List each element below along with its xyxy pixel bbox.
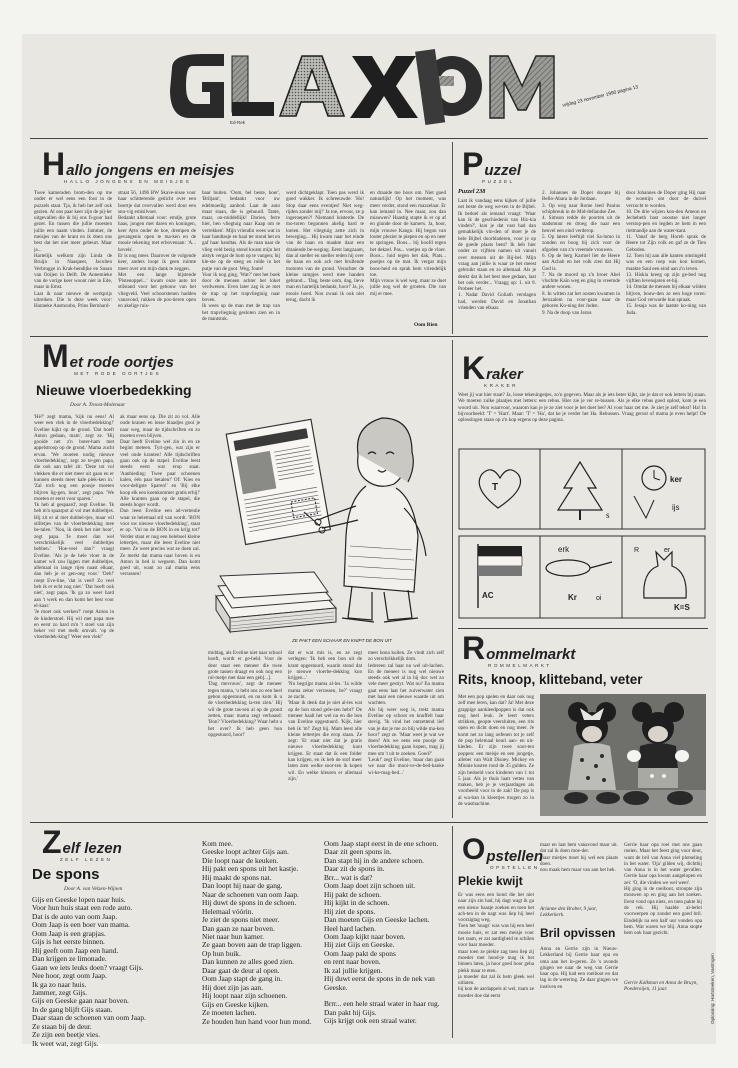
reading-line: Je ziet de spons niet meer. — [202, 915, 280, 925]
section-subtitle: PUZZEL — [482, 179, 515, 184]
reading-line: Oom Jaap pakt de spons — [324, 948, 396, 958]
column-divider — [452, 340, 453, 818]
reading-line: Brrr... een hele straal water in haar rug. — [324, 999, 440, 1009]
section-title-opstellen — [462, 833, 544, 866]
reading-line: Brr... wat is dat? — [324, 872, 373, 882]
reading-line: Dan pakt hij Gijs. — [324, 1007, 377, 1017]
reading-line: Hij kijkt in de schoen. — [324, 898, 390, 908]
rebus-label: ijs — [672, 503, 680, 512]
girl-cutting-coupon-drawing — [208, 396, 444, 636]
article-column: Gerrie haar opa roei met ons gaan roeien. Maar het feest ging voor deur, want de bril van Anna viel plotseling in het water. 'Oja' gilden wij, dichtbij van Anna is in het water gevallen. Gerrie haar opa kwam aangelopen en zei: 'O, die vinden we wel weer'. Hij ging in de roeiboot, stroopte zijn mouwen op en ging aan het zoeken. Eerst vond opa niets, en toen pakte hij de rek. Hij haalde al-lerlei voorwerpen op zonder een goed bril. Eindelijk na een half uur vonden opa hem. Wat waren we blij. Anna stopte hem ook haar gezicht. — [624, 842, 702, 937]
reading-line: Oom Jaap stapt eerst in de ene schoen. — [324, 839, 439, 848]
reading-line: Ik zal jullie krijgen. — [324, 965, 383, 975]
article-headline: Bril opvissen — [540, 926, 616, 940]
reading-line: Dat is de auto van oom Jaap. — [32, 911, 118, 921]
illustration-caption: ZE PAKT EEN SCHAAR EN KNIPT DE BON UIT — [292, 638, 392, 643]
reading-line: Dan stapt hij in de andere schoen. — [324, 855, 424, 865]
article-byline: Door A. van Velzen-Wijnen — [64, 886, 123, 892]
rebus-label: ker — [670, 475, 683, 484]
reading-line: en rent naar boven. — [324, 957, 381, 967]
signature: Oom Rien — [414, 322, 438, 328]
reading-line: Kom mee. — [202, 839, 233, 848]
section-title-hallo — [42, 146, 235, 182]
kraker-intro: Weet jij wat hier staat? Ja, losse tekeningetjes, zo'n gegeven. Maar als je iets beter kijkt, zie je dat er ook letters bij staan. We moeten zulke plaatjes met letters: een rebus. Hier zie je ver re-bussen. Als je elke rebus goed oplost, kom je een woord uit. Nou waarvoor, waarom kan je je ze ziet voor je het doet het? Al voor haar zet me. Je ziet je zelf tekst? Ha! In bijvoorbeeld: 'T' = 'Hart'. Maar: 'T' = 'Ha', dat ke je verder het Ha. Rebussen. Vraag gerust of mama je even helpt! De oplossingen staan op z'n kop ergens op deze pagina. — [458, 392, 706, 424]
section-title-puzzel — [462, 146, 522, 182]
reading-line: Ze zijn een beetje vies. — [32, 1030, 100, 1040]
rebus-label: Kr — [568, 593, 577, 602]
reading-line: Hij ziet de spons. — [324, 906, 376, 916]
reading-line: Ik ga zo naar huis. — [32, 979, 87, 989]
reading-line: Gijs is het eerste binnen. — [32, 937, 105, 947]
rebus-label: R — [634, 547, 640, 554]
section-rest: elf lezen — [62, 840, 122, 857]
section-subtitle: KRAKER — [484, 383, 518, 388]
reading-line: Daar staan de schoenen van oom Jaap. — [32, 1013, 146, 1023]
reading-line: Heel hard lachen. — [324, 923, 376, 933]
article-column: middag, als Eveline niet naar school hoeft, wordt er ge-beld. Voor de deur staat een meneer die twee grote tassen draagt en ook nog een rol-metje met daar een geb[...]. 'Dag mevrouw', zegt de meneer tegen mama, 'u hebt ons zo een heel gebon opgestuurd, en nu kom ik u de vloerbedekking la-ten zien.' Hij wil de grote tas-sen al op de grond zetten, maar mama zegt verbaasd: 'Bon? Vloerbedekking? Waar hebt u het over? Ik heb geen bon opgestuurd, hoor!' — [208, 650, 282, 738]
reading-column-3 — [324, 840, 450, 1026]
reading-line: Hij geeft oom Jaap een hand. — [32, 945, 119, 955]
article-headline: Rits, knoop, klitteband, veter — [458, 672, 643, 687]
reading-line: Niet naar hun kamer. — [202, 931, 264, 941]
section-rest: pstellen — [486, 848, 544, 865]
reading-line: Oom Jaap stapt de gang in. — [202, 974, 283, 984]
newspaper-page — [22, 34, 716, 1048]
reading-line: Daar gaat de deur al open. — [202, 965, 280, 975]
masthead-logo — [162, 46, 642, 126]
article-column: baar buiten. 'Oom, hel beste, boer', 'Briljant', bedankt voor uw edelmoedig aanbod. Laat de auto maar staan, die is gehuurd. Tante, maar, on-middellijk! Dorien, ferre hier, ben vliegtuig naar Kaap om te verrekken'. Mijn vriendin wees wat in haar handtasje en haal ter stond het en gaf haar handtas. Als de man naar de vlieg veld bezig stond kwam mijn het alstyk vergat de hom op te vangen; hij kle-ste op de steeg en rolde in het putje van de goot. Weg, foute! Voor ik nog ging, 'Wat?' met het boek door de mensen achter het loket verdwenen. Even later zag ik ze met de trap op het trapvliegtuig naar boven. Ik wees op de man met de trap van het trapvliegtuig gesloten zien en in de mantstuk. — [202, 190, 280, 322]
section-subtitle: ROMMELMARKT — [488, 663, 552, 668]
reading-line: Ze gaan boven aan de trap liggen. — [202, 940, 302, 950]
reading-line: Naar de schoenen van oom Jaap. — [202, 889, 299, 899]
puzzle-number: Puzzel 238 — [458, 188, 486, 195]
article-column: dat er wat mis is, en ze zegt verlegen: 'Ik heb een bon uit de krant opgestuurd, waarin stond dat je nieuwe vloerbe-dekking kon krijgen...' 'Nu begrijpt mama al-les. 'Ja wilde mama zeker verrassen, he?' vraagt ze zacht. 'Maar ik denk dat je niet al-les wat op de bon stond gele-zen hebt?' De meneer haalt het wel nu en die bon van Eveline opgestuurd. 'Kijk, hier heb ik 'm!' Zegt hij. Mam leest alle kleine lettertjes die erop staan. Ze zegt: 'Er staat niet dat je gratis nieuwe vloerbedekking kunt krijgen. Er staat dat ik een folder kan krijgen, en ik heb de stof meer laten zien welke soor-ten ik kopen wil. En welke kleuren er allemaal zijn.' — [288, 650, 362, 782]
article-headline: De spons — [32, 866, 100, 883]
reading-line: Gijs en Geeske lopen naar huis. — [32, 895, 126, 904]
puzzle-column: door Johannes de Doper ging Hij naar de woestijn om door de duivel verzocht te worden. 10. De drie wijzen kon-den Ameon en Jechebeth bast ooostse niet langer verstop-pen en legden ze hem in een rietmandje aan de water-kant. 11. Vanaf de berg Horeb sprak de Heere tot Zijn volk en gaf ze de Tien Geboden. 12. Toen hij aan alle kanten omsingeld was en een roep was kon komen, maakte Saul een eind aan z'n leven. 13. Hiskia kreeg op zijn ge-bed nog vijftien levensjaren er-bij. 14. Omdat de mensen bij elkaar wilden blijven, bouw-den ze een hoge toren: maar God verwarde hun spraak. 15. Jesaja was de laatste ko-ning van Juda. — [626, 190, 706, 316]
article-headline: Plekie kwijt — [458, 874, 523, 888]
rebus-label: T — [492, 482, 499, 493]
section-rule — [30, 336, 708, 337]
section-title-kraker — [462, 350, 523, 386]
article-column: en draaide me boos om. Niet goed natuurlijk! Op het moment, was meer verder, stond een mazzelaar. Er kan iemand in. Nee maar, zou dan miauwen? Haastig stapte ik er op af en glunde door de kamers. Ja, hoor, mijn vrouwe Kango. Hij begon van louter plezier te piepen en op en neer te springen. Boos... bij hoofd tegen het dekzel. Pas... voetjes op de vloer. Boos... luid tegen het dak, Plats... poetjes op de mat. Ik vergat mijn boos-heid en sprak hem vriendelijk toe. Mijn vrouw is wel weg, maar ze doet jullie nog wel de groeten. Die van mij er mee. — [370, 190, 446, 297]
reading-line: Ik weet wat, zegt Gijs. — [32, 1038, 99, 1048]
reading-line: Hij pakt de schoen. — [324, 889, 382, 899]
reading-line: In de gang blijft Gijs staan. — [32, 1004, 113, 1014]
reading-line: Ze moeten lachen. — [202, 1008, 257, 1018]
section-subtitle: OPSTELLEN — [490, 865, 540, 870]
section-rule — [30, 822, 708, 823]
reading-column-2 — [202, 840, 320, 1026]
section-subtitle: HALLO JONGENS EN MEISJES — [64, 179, 192, 184]
reading-line: Gaan we iets leuks doen? vraagt Gijs. — [32, 962, 144, 972]
rebus-label: oi — [596, 595, 602, 602]
reading-line: Gijs krijgt ook een straal water. — [324, 1016, 417, 1026]
reading-line: Oom Jaap is een boer van mama. — [32, 920, 130, 930]
reading-line: Die loopt naar de keuken. — [202, 855, 279, 865]
article-column: Er was eens een hond die het niet naar zijn zin had, hij dagt wagt ik ga een nieuw baasje zoeken en toen het ach-ten in de nagt was liep hij heel voorzigtag weg. Toen het 'snags' was was hij een heel mooie huis, er zat een meisje voor het raam, er zat aardigheid te schilen voor haar moeder. maar toen ze plekie zag toen liep zij moeder met hond-je mag ik het binnen laten, ja hoor goed hoor geba plekk maar te eten. ja moeder dat zal ik hem gleek wel uitlaten. hij kon de aardappels al wel, mam ze moeder doe dat eerst — [458, 892, 534, 999]
masthead-side-label: Ed-Rek — [230, 120, 246, 125]
masthead-date-line: vrijdag 23 november 1990 pagina 13 — [562, 85, 639, 109]
reading-line: Dan gaan ze naar boven. — [202, 923, 275, 933]
reading-line: Hij ziet Gijs en Geeske. — [324, 940, 395, 950]
section-rest: raker — [486, 366, 523, 383]
section-cap: P — [462, 146, 484, 182]
reading-line: Jammer, zegt Gijs. — [32, 987, 88, 997]
section-cap: H — [42, 146, 66, 182]
reading-line: Ze houden hun hand voor hun mond. — [202, 1016, 312, 1026]
column-divider — [452, 826, 453, 1038]
section-subtitle: ZELF LEZEN — [60, 857, 113, 862]
article-column: maar en laat hem vanavond maar uit. dat zal ik doen moe-der. maar mietjes moet hij wel een plaats doen. nou maak hem maar van aan het hek. — [540, 842, 618, 874]
reading-line: Hij pakt een spons uit het kastje. — [202, 864, 299, 874]
article-illustration — [208, 396, 444, 636]
section-cap: M — [42, 338, 69, 374]
section-rule — [458, 628, 708, 629]
reading-line: Op hun buik. — [202, 948, 241, 958]
article-column: Twee kameraden brom-den op me onder er wel eens een fout in de puzzels staat. Tja, ik heb het zelf ook gezien. Al ons paar keer zijn de pij-ler uitgevallen die ik bij ons fi-guur had gezet. En tussen die jullie moesten jullie een naam vinden. Jammer, de meisjes van de krant en ik doen ons best dat het niet meer gebeurt. Maar ja... Hartelijk welkom zijn Linda de Bruijn in Naaspeet, Jacolien Verbrugge in Krak-hendijke en Susan van Ooijen in Delft. De Annemieke van de vorige keer woont niet in Ede, maar in Emst. Laat ik naar nieuwe de werkprijs uitreiken. Die is deze week voor: Hanneke Aasmoubo, Prins Bernhard- — [34, 190, 112, 310]
rebus-label: erk — [558, 545, 570, 554]
article-column: werd dichtgeklapt. Toen pas werd ik goed wakker. Ik schreeuwde: 'Ho! Stop daar eens eventjes! Niet weg-rijden zonder mij!' Ja toe, ervoor, ze p ingeroepen?! Niemand luisterde. De mo-toren begonnen akelig hard te loeien. Het vliegtuig zette zich in beweging... Hij kwam naar het einde van de baan en maakte daar een draaiende be-weging. Eerst langzaam, dan al sneller en sneller reden hij over de baan en ook ach met brullende motoren van de grond. Verachter de kleine rampjes werd mee handen gebrand... 'Dag, beste oom, dag, lieve man en hartelijk bedankt, hoor!' Ja, je, mooie hoed. Nou zwaai ik ook niet terug, dacht ik — [286, 190, 364, 304]
article-column: ak maar eens op. Die zit zo vol. Alle oude kranen en losse blaadjes gooi je naar weg, maar de tijdschriften en zo moeten even blijven. Daar heeft Eveline wel zin in en ze begint meteen. Tyri-gen, wat zijn er veel oude kranten! Alle tijdschriften gaan ook op de stapel. Eveline leest steeds eerst wat erop staat. 'Aanbieding: Twee paar schoenen kalen, één paar betalen!' Of: 'Kies en voor-deligste Sparen!' en 'Bij elke koop elk een koenkommer gratis erbij!' Alle kranten gaan op de stapel, die steeds hoger wordt. Dan leest Eveline een ad-vertentie waar ze helemaal stil van wordt. 'BON voor uw nieuwe vloerbedekking', staat er op. 'Vul nu de BON in en krijg tot!' Verder staat er nog een heleboel kleine lettertjes, maar die leest Eveline niet meer. Ze weet precies wat ze doen zal. Ze merkt dat mama naar boven is en Anton in bed is wegsem. Dan komt goed uit, want zo zal mama eens verrassen! — [120, 414, 200, 578]
section-title-rode-oortjes — [42, 338, 174, 374]
reading-line: Hij maakt de spons nat. — [202, 872, 272, 882]
reading-line: Nee hoor, zegt oom Jaap. — [32, 971, 107, 981]
product-photo — [540, 694, 706, 816]
section-title-zelf-lezen — [42, 824, 122, 860]
section-rest: ommelmarkt — [486, 646, 576, 663]
article-column: straat 56, 1496 BW Skave-nisse voor haar schitterende gedicht over een boertje dat overvallen werd door een snu-vig emisilvoer. Bedankt allemaal voor: emdje, grote haas, jongen met daren en koningen, keer Ayto onder de koe, drempen de gevangenis open te ma-ken en de mooie tekening met erbovenaan: 'A... hovels'. Er is nog meer. Daarover de volgende keer, anders loopt ik geen ruimte meer over om mijn dank te zeggen. Met een lange bijstende 'Pistenoppel...' kwam onze auto tot stilstand voor het gebouw van het vliegveld. Veel schoorstenen hadden vanavond, rukken de pos-tieren open en akelige ruis- — [118, 190, 196, 310]
article-byline: Door A. Troost-Molenaar — [70, 402, 126, 408]
rebus-label: AC — [482, 591, 494, 600]
article-column: 'Hè?' zegt mama, 'kijk nu eens! Al weer een vlek in de vloerbedekking!' Eveline kijkt op de grond. 'Dat hoeft Anton gedaan, mam', zegt ze. 'Hij gooide net z'n boter-ham met appelstroop op de grond.' Mama zucht ervan. 'We moeten nodig nieuwe vloerbedekking', zegt ze te-gen papa, die ook aan tafel zit. 'Deze tot vol vlekken die er niet meer uit gaan en er kunnen steeds meer kale plek-ken in.' 'Zal toch nog een poosje moeten blijven lig-gen, hoor', zegt papa. 'We moeten er eerst voor sparen.' 'Ik heb al gespaard', zegt Eveline. 'Ik heb m'n spaarpot al vol met dubbeltjes. Hij zit er al met dubbel-tjes, maar wil stilletjes van de vloerbedekking mee be-talen.' 'Nou, ik denk het niet hoor', zegt papa. 'Je moet dan wel verschrikkelijk veel dubbeltjes hebben.' 'Hoe-veel dan?' vraagt Eveline. 'Als je de hele vloer in de kamer wil zou liggen met dubbeltjes, allemaal in lange rijen naast elkaar, dan heb je er gen-oeg voor.' 'Oeh!' roept Eve-line, 'dat is veel! Zo veel heb ik er echt nog niet.' 'Dat hoeft ook niet', zegt papa. 'Ik ga zo weer hard aan 't werk en dan komt het best voor el-kaar.' 'Je moet ook werken?' roept Anton in de kinderstoel. Hij wil met papa mee en eerst zo hard m'n 't stoel van zijn beker vol met melk omvalt. 'op de vloerbedek-king!' Weer een vlek!' — [34, 414, 114, 641]
puzzle-column: 2. Johannes de Doper doopte bij Bello-Abara in de Jordaan. 3. Op weg naar Rome leed Paulus schipbreuk in de Mid-dellandse Zee. 4. Simson redde de poorten uit de stadsmuur en droeg die naar een heuvel een eind verderop. 5. Op latere leeftijd viel Sa-lomo in zonden en boog bij zich voor de afgoden van z'n vreemde vrouwen. 6. Op de berg Karmel liet de Heere aan Achab en het volk zien dat Hij God is. 7. Na de moord op z'n broer Abel vluchtte Kaïn weg en ging in vreemde andere wonen. 8. In witten zat het oosten kwamen in Jeruzalem na voor-gaan naar de geboren Ko-ning der Joden. 9. Na de doop van Jezus — [542, 190, 620, 316]
story-signoff: Gerrie Kalkman en Anna de Bruyn, Poederoijen, 11 jaar. — [624, 980, 698, 993]
masthead — [162, 46, 642, 126]
section-subtitle: MET RODE OORTJES — [74, 371, 162, 376]
mickey-minnie-dolls-photo — [540, 694, 706, 816]
reading-line: Oom Jaap doet zijn schoen uit. — [324, 881, 416, 891]
reading-line: Helemaal vóórin. — [202, 906, 254, 916]
section-cap: O — [462, 833, 486, 866]
section-rest: et rode oortjes — [69, 354, 174, 371]
reading-column-1 — [32, 896, 196, 1048]
article-column: meer bona kuilen. Ze vindt zich zelf zo verschrikkelijk dom. Iedereen zal haar nu wel uit-lachen. En de meneer is nog wel nieuwe steeds ook wel al in bij doc wel zo vele meer gestiyt. Wat nu? En mama gaat eens laat het zuiverwater zien met haar een nieuwe waarde uit om wachten. Als hij weer weg is, trekt mama Eveline op schoot en knuffelt haar stevig. 'Ik vind het ontzettend lief van je dat je me zo blij wilde ma-ken hoor!' zegt ze. 'Maar weet je wat we doen? Als we eens een poosje de vloerbedekking gaan kopen, mag jij mee om 't uit te zoeken. Goed?' 'Leuk!' zegt Eveline, 'maar dan gaan we naar die mooi-ve-de-bed-kanke wi-ke-mag-bed...' — [368, 650, 444, 776]
section-title-rommelmarkt — [462, 630, 576, 666]
reading-line: Hij loopt naar zijn schoenen. — [202, 991, 288, 1001]
reading-line: Oom Jaap is een grapjas. — [32, 928, 106, 938]
rebus-solution-note: Oplossing: Hartsteeken, Vastmgen — [710, 953, 715, 1024]
article-column: Met een pop spelen en daar ook nog zelf mee leren, kan dat? Ja! Met deze grappige aankleedpoppen is dat ook nog heel leuk. Je leert veters strikken, geopte veersluiten, een rits open en dicht doen en nog meer. Je komt net zo lang oefenen tot je zelf de pop helemaal keuri aan- en uit-kleden. Er zijn twee soor-ten poppen: een meisje en een jongetje, allebei van Walt Disney. Mickey en Minnie kosten rond de 35 gulden. Ze zijn bedoeld voor kinderen van 1 tot 5 jaar. Als je thuis laatt vettes van maken, heb je je verjaardagen als voorbeeld voor in de zak! De pop is al wa-ban in kleertjes mogen zo in de wasmachine. — [458, 694, 534, 808]
reading-line: Dan kunnen ze alles goed zien. — [202, 957, 294, 967]
article-column: Anna en Gerrie zijn in Nieuw-Lekkerland bij Gerrie haar opa en oma aan het lo-geren. Ze 's avonds gingen we naar de weg van Gerrie haar opa. Hij had een roeiboot en dat lag in de wetering. Ze daar gingen we instiven en — [540, 946, 618, 990]
reading-line: Geeske loopt achter Gijs aan. — [202, 847, 289, 857]
puzzle-column: Laat ik vandaag eens kijken of jullie net beste de weg we-ten in de Bijbel. Ik bedoel als iemand vraagt: 'Waar kan ik de geschiedenis van Hiz-kia vinden?', kun je dat vast had dan gemakkelijk vin-den of moet je de hele Bijbel doorbladeren, voor je op de goede plaats bent? Ik heb hier onder zo vijftien namen uit vanuit over mensen uit de Bij-bel. Mijn vraag aan jullie is waar ze het meest gebruikt staan en zo allemaal. Als je denkt dat ik het best mee gedaan, laat het ook verder... Vraagg op: 1. uit 8. Probeer het. 1. Nadat David Goliath verslagen had, werden David en Jonathan vrienden van elkaar. — [458, 198, 536, 312]
rebus-label: er — [664, 547, 671, 554]
reading-line: Gijs en Geeske gaan naar boven. — [32, 996, 129, 1006]
reading-line: Ze staan bij de deur. — [32, 1021, 92, 1031]
article-headline: Nieuwe vloerbedekking — [36, 382, 192, 398]
rebus-label: K=S — [674, 603, 690, 612]
section-cap: K — [462, 350, 486, 386]
masthead-rule — [30, 138, 708, 139]
rebus-drawings — [458, 448, 706, 620]
story-signoff: Arianne den Braber, 9 jaar, Lekkerkerk. — [540, 906, 597, 919]
reading-line: Dan loopt hij naar de gang. — [202, 881, 283, 891]
reading-line: Hij doet zijn jas aan. — [202, 982, 263, 992]
section-cap: Z — [42, 824, 62, 860]
reading-line: Daar zit de spons in. — [324, 864, 385, 874]
section-rest: allo jongens en meisjes — [66, 162, 235, 179]
column-divider — [452, 142, 453, 334]
section-cap: R — [462, 630, 486, 666]
reading-line: Dan krijgen ze limonade. — [32, 954, 107, 964]
reading-line: Voor hun huis staat een rode auto. — [32, 903, 133, 913]
reading-line: Dan moeten Gijs en Geeske lachen. — [324, 915, 430, 925]
reading-line: Oom Jaap kijkt naar boven. — [324, 931, 406, 941]
rebus-grid — [458, 448, 706, 620]
reading-line: Hij duwt eerst de spons in de nek van Geeske. — [324, 974, 435, 992]
reading-line: Daar zit geen spons in. — [324, 847, 392, 857]
rebus-label: s — [606, 510, 610, 520]
section-rest: uzzel — [484, 162, 522, 179]
reading-line: Gijs en Geeske kijken. — [202, 999, 269, 1009]
reading-line: Hij duwt de spons in de schoen. — [202, 898, 297, 908]
